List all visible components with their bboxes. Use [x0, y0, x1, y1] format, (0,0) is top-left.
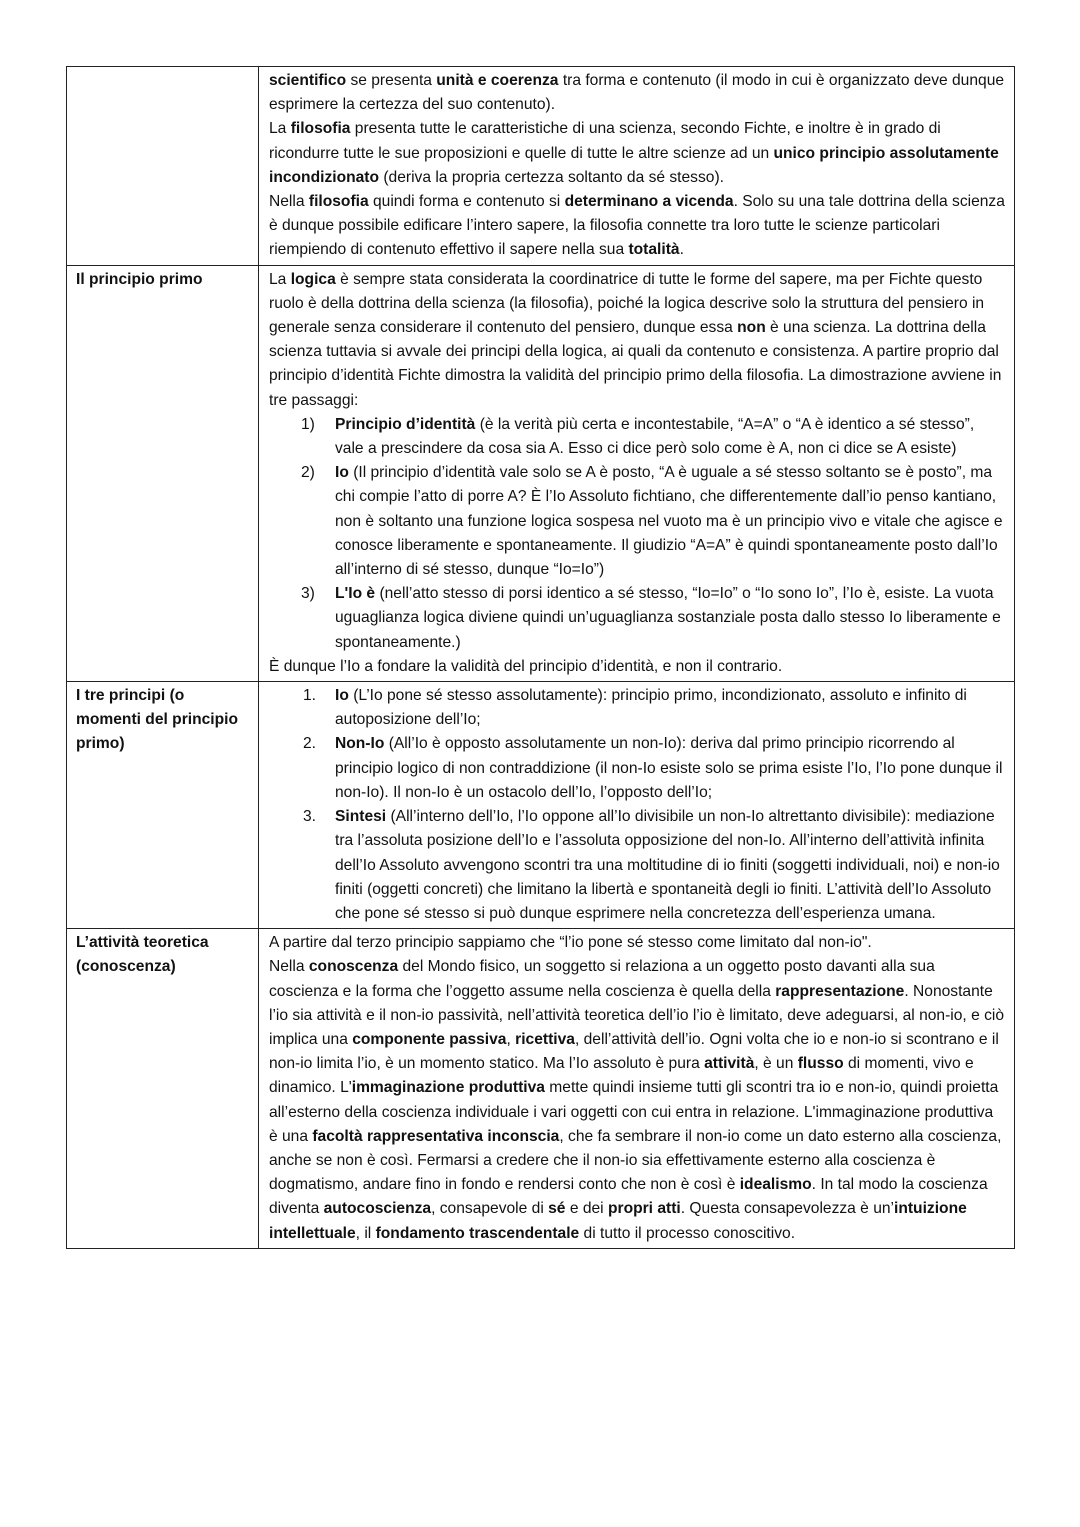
bold-term: filosofia: [308, 193, 369, 211]
bold-term: totalità: [628, 241, 680, 259]
list-item: [269, 805, 1006, 926]
list-number: 3): [301, 585, 315, 603]
bold-term: Non-Io: [335, 735, 385, 753]
text-run: , dell’attività dell’io. Ogni volta che io e non-io si scontrano e il non-io limita l’io, è un momento statico. Ma l’Io assoluto è pura: [269, 1030, 999, 1073]
row-content: [259, 682, 1015, 929]
text-run: .: [679, 241, 684, 259]
paragraph: [269, 268, 1006, 413]
list-number: 2): [301, 464, 315, 482]
bold-term: Io: [335, 464, 349, 482]
list-item: [269, 582, 1006, 655]
bold-term: ricettiva: [515, 1030, 575, 1048]
bold-term: unità e coerenza: [436, 72, 559, 89]
row-content: [259, 265, 1015, 681]
row-label: I tre principi (o momenti del principio primo): [67, 682, 259, 929]
text-run: (L’Io pone sé stesso assolutamente): principio primo, incondizionato, assoluto e infinito di autoposizione dell’Io;: [335, 687, 967, 729]
text-run: È dunque l’Io a fondare la validità del principio d’identità, e non il contrario.: [269, 657, 783, 675]
text-run: (All’interno dell’Io, l’Io oppone all’Io divisibile un non-Io altrettanto divisibile): mediazione tra l’assoluta posizione dell’Io e l’assoluta opposizione del non-Io. All’interno dell’attività infinita dell’Io Assoluto avvengono scontri tra una moltitudine di io finiti (soggetti individuali, noi) e non-io finiti (oggetti concreti) che limitano la libertà e spontaneità degli io finiti. L’attività dell’Io Assoluto che pone sé stesso si può dunque esprimere nella concretezza dell’esperienza umana.: [335, 808, 1000, 922]
list-number: 2.: [303, 735, 317, 753]
text-run: quindi forma e contenuto si: [368, 193, 565, 211]
bold-term: immaginazione produttiva: [351, 1079, 545, 1097]
bold-term: rappresentazione: [775, 982, 905, 1000]
bold-term: scientifico: [269, 72, 347, 89]
notes-table: [66, 66, 1015, 1249]
text-run: Nella: [269, 958, 309, 976]
bold-term: determinano a vicenda: [564, 193, 734, 211]
paragraph: [269, 190, 1006, 263]
table-row: [67, 682, 1015, 929]
text-run: (All’Io è opposto assolutamente un non-Io): deriva dal primo principio ricorrendo al principio logico di non contraddizione (il non-Io esiste solo se prima esiste l’Io, l’Io pone dunque il non-Io). Il non-Io è un ostacolo dell’Io, l’opposto dell’Io;: [335, 735, 1003, 801]
row-label: L’attività teoretica (conoscenza): [67, 929, 259, 1249]
text-run: (deriva la propria certezza soltanto da sé stesso).: [379, 168, 724, 186]
text-run: e dei: [565, 1200, 608, 1218]
list-item: [269, 684, 1006, 732]
paragraph: [269, 655, 1006, 679]
row-content: [259, 929, 1015, 1249]
text-run: . Solo su una tale dottrina della scienza è dunque possibile edificare l’intero sapere, la filosofia connette tra loro tutte le scienze particolari riempiendo di contenuto effettivo il sapere nella sua: [269, 193, 1005, 259]
text-run: è una scienza. La dottrina della scienza tuttavia si avvale dei principi della logica, ai quali da contenuto e consistenza. A partire proprio dal principio d’identità Fichte dimostra la validità del principio primo della filosofia. La dimostrazione avviene in tre passaggi:: [269, 319, 1002, 409]
bold-term: filosofia: [290, 120, 351, 138]
text-run: , il: [355, 1224, 376, 1242]
bold-term: flusso: [797, 1055, 844, 1073]
text-run: , che fa sembrare il non-io come un dato esterno alla coscienza, anche se non è così. Fermarsi a credere che il non-io sia effettivamente esterno alla coscienza è dogmatismo, andare fino in fondo e rendersi conto che non è così è: [269, 1127, 1002, 1194]
bold-term: conoscenza: [308, 958, 399, 976]
list-number: 1): [301, 415, 315, 433]
numbered-list: [269, 413, 1006, 655]
bold-term: attività: [704, 1055, 755, 1073]
bold-term: idealismo: [739, 1176, 812, 1194]
list-item: [269, 732, 1006, 805]
row-label: Il principio primo: [67, 265, 259, 681]
table-row: [67, 265, 1015, 681]
paragraph: [269, 117, 1006, 190]
text-run: La: [269, 270, 291, 288]
bold-term: componente passiva: [352, 1030, 507, 1048]
paragraph: [269, 955, 1006, 1245]
paragraph: [269, 931, 1006, 955]
list-number: 1.: [303, 687, 317, 705]
table-row: [67, 929, 1015, 1249]
bold-term: sé: [548, 1200, 566, 1218]
text-run: di momenti, vivo e dinamico. L': [269, 1055, 974, 1097]
text-run: . Nonostante l’io sia attività e il non-io passività, nell’attività teoretica dell’io l’io è limitato, deve adeguarsi, al non-io, e ciò implica una: [269, 982, 1005, 1048]
text-run: , consapevole di: [431, 1200, 549, 1218]
bold-term: intuizione intellettuale: [269, 1200, 967, 1242]
bold-term: Io: [335, 687, 349, 705]
paragraph: [269, 69, 1006, 117]
text-run: di tutto il processo conoscitivo.: [579, 1224, 796, 1242]
text-run: tra forma e contenuto (il modo in cui è organizzato deve dunque esprimere la certezza del suo contenuto).: [269, 72, 1005, 114]
text-run: presenta tutte le caratteristiche di una scienza, secondo Fichte, e inoltre è in grado di ricondurre tutte le sue proposizioni e quelle di tutte le altre scienze ad un: [269, 120, 941, 162]
text-run: (Il principio d’identità vale solo se A è posto, “A è uguale a sé stesso soltanto se è posto”, ma chi compie l’atto di porre A? È l’Io Assoluto fichtiano, che differentemente dall’io penso kantiano, non è soltanto una funzione logica sospesa nel vuoto ma è un principio vivo e vitale che agisce e conosce liberamente e spontaneamente. Il giudizio “A=A” è quindi spontaneamente posto dall’Io all’interno di sé stesso, dunque “Io=Io”): [335, 464, 1003, 579]
numbered-list: [269, 684, 1006, 926]
bold-term: logica: [290, 270, 336, 288]
text-run: . In tal modo la coscienza diventa: [269, 1176, 988, 1218]
text-run: Nella: [269, 193, 309, 211]
bold-term: facoltà rappresentativa inconscia: [312, 1127, 560, 1145]
table-body: [67, 67, 1015, 1249]
bold-term: propri atti: [607, 1200, 681, 1218]
text-run: se presenta: [346, 72, 437, 89]
bold-term: Sintesi: [335, 808, 387, 826]
bold-term: Principio d’identità: [335, 415, 476, 433]
list-item: [269, 461, 1006, 582]
text-run: La: [269, 120, 291, 138]
list-item: [269, 413, 1006, 461]
text-run: ,: [506, 1030, 516, 1048]
bold-term: L'Io è: [335, 585, 376, 603]
text-run: del Mondo fisico, un soggetto si relaziona a un oggetto posto davanti alla sua coscienza e la forma che l’oggetto assume nella coscienza è quella della: [269, 958, 935, 1000]
text-run: (nell’atto stesso di porsi identico a sé stesso, “Io=Io” o “Io sono Io”, l’Io è, esiste. La vuota uguaglianza logica diviene quindi un’uguaglianza sostanziale posta dallo stesso Io liberamente e spontaneamente.): [335, 585, 1001, 651]
bold-term: fondamento trascendentale: [375, 1224, 580, 1242]
bold-term: autocoscienza: [323, 1200, 432, 1218]
text-run: A partire dal terzo principio sappiamo che “l’io pone sé stesso come limitato dal non-io".: [269, 934, 872, 952]
bold-term: unico principio assolutamente incondizionato: [269, 144, 999, 186]
text-run: (è la verità più certa e incontestabile, “A=A” o “A è identico a sé stesso”, vale a prescindere da cosa sia A. Esso ci dice però solo come è A, non ci dice se A esiste): [335, 415, 975, 458]
row-label: [67, 67, 259, 266]
text-run: è sempre stata considerata la coordinatrice di tutte le forme del sapere, ma per Fichte questo ruolo è della dottrina della scienza (la filosofia), poiché la logica descrive solo la struttura del pensiero in generale senza considerare il contenuto del pensiero, dunque essa: [269, 270, 985, 337]
table-row: [67, 67, 1015, 266]
row-content: [259, 67, 1015, 266]
list-number: 3.: [303, 808, 317, 826]
text-run: , è un: [754, 1055, 798, 1073]
bold-term: non: [737, 319, 766, 337]
text-run: . Questa consapevolezza è un’: [680, 1200, 894, 1218]
text-run: mette quindi insieme tutti gli scontri tra io e non-io, quindi proietta all’esterno della coscienza individuale i vari oggetti con cui entra in relazione. L'immaginazione produttiva è una: [269, 1079, 999, 1145]
